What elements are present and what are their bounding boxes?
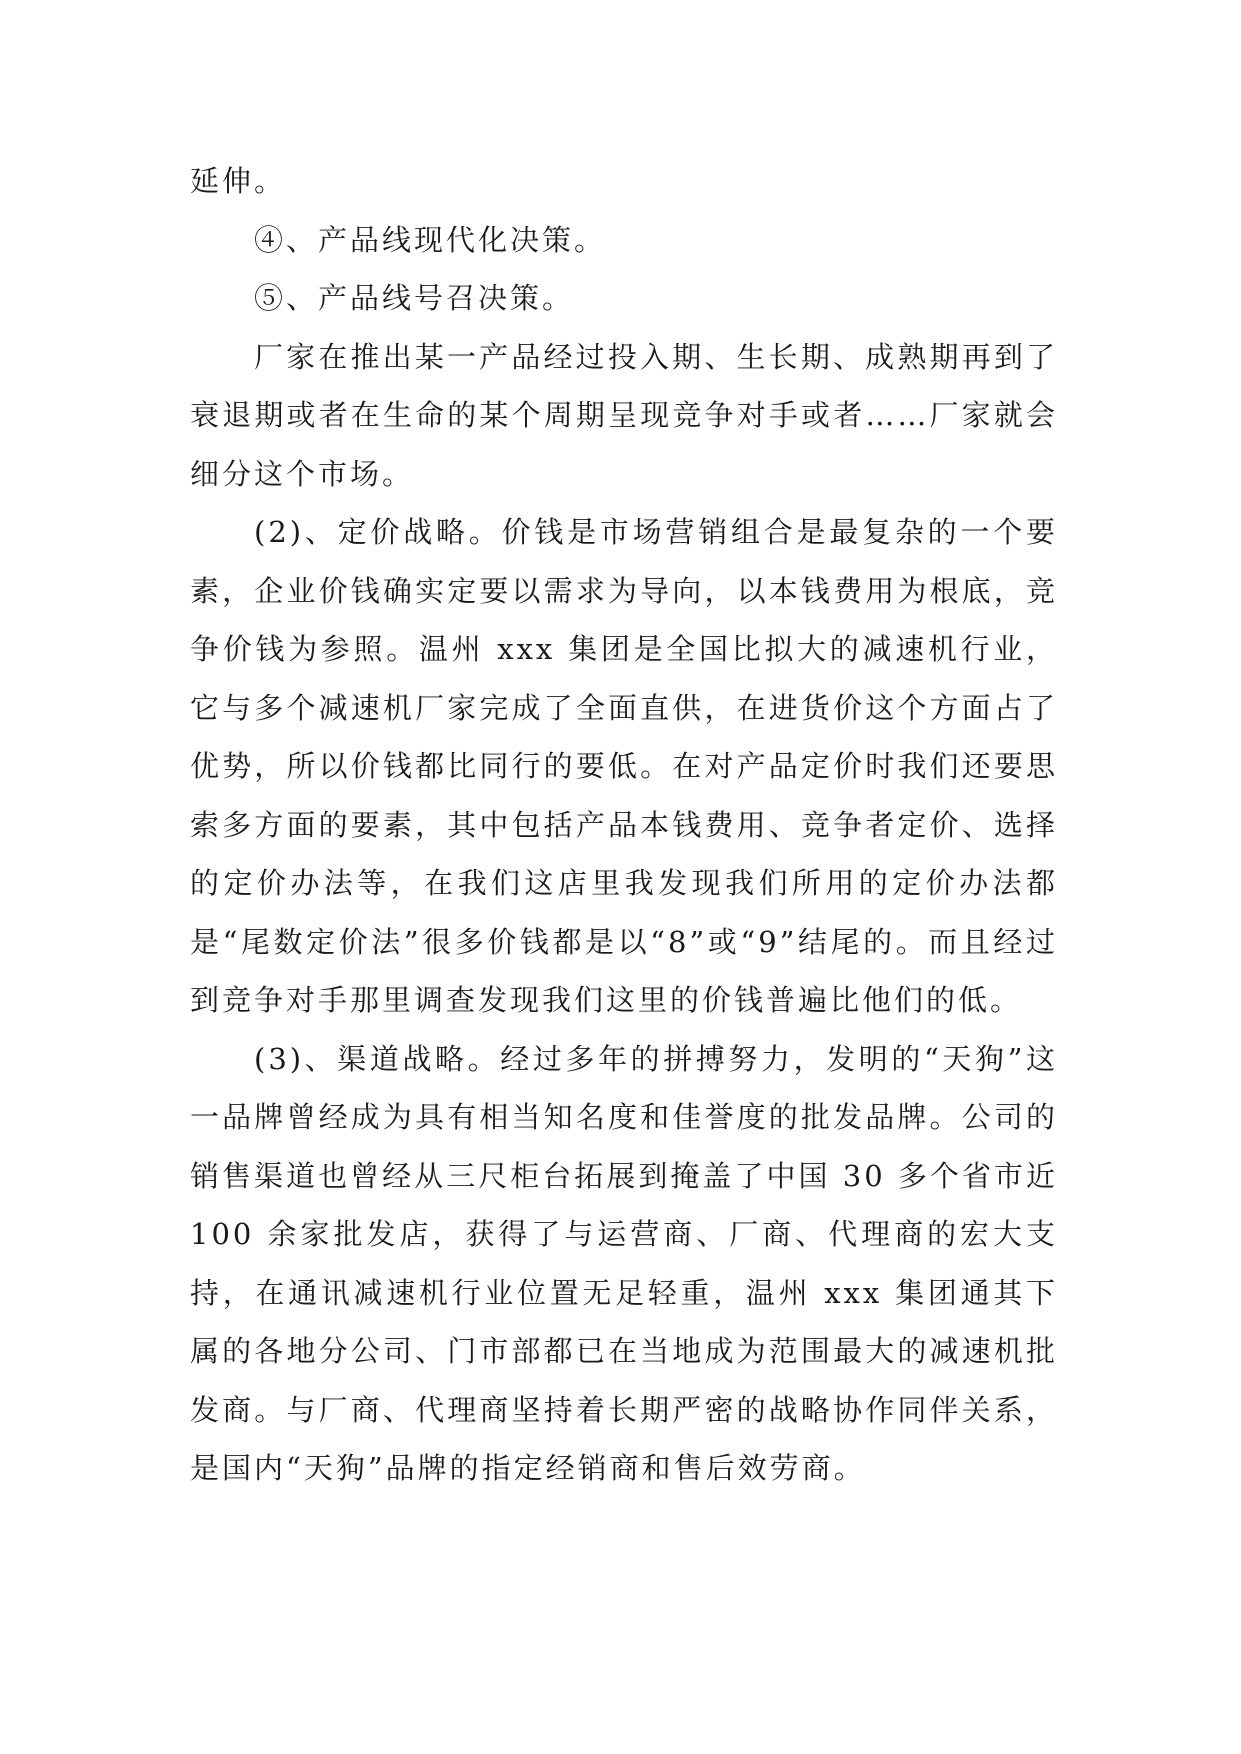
- paragraph-pricing-strategy: (2)、定价战略。价钱是市场营销组合是最复杂的一个要素，企业价钱确实定要以需求为导向，以本钱费用为根底，竞争价钱为参照。温州 xxx 集团是全国比拟大的减速机行业，它与多个减速机厂家完成了全面直供，在进货价这个方面占了优势，所以价钱都比同行的要低。在对产品定价时我们还要思索多方面的要素，其中包括产品本钱费用、竞争者定价、选择的定价办法等，在我们这店里我发现我们所用的定价办法都是“尾数定价法”很多价钱都是以“8”或“9”结尾的。而且经过到竞争对手那里调查发现我们这里的价钱普遍比他们的低。: [190, 515, 1058, 1017]
- paragraph-item-5: ⑤、产品线号召决策。: [254, 281, 575, 315]
- document-body: [190, 152, 1058, 1498]
- paragraph-market-segmentation: 厂家在推出某一产品经过投入期、生长期、成熟期再到了衰退期或者在生命的某个周期呈现竞争对手或者……厂家就会细分这个市场。: [190, 339, 1058, 491]
- paragraph-item-4: ④、产品线现代化决策。: [254, 222, 607, 257]
- paragraph-continuation: 延伸。: [190, 164, 287, 198]
- paragraph-channel-strategy: (3)、渠道战略。经过多年的拼搏努力，发明的“天狗”这一品牌曾经成为具有相当知名度和佳誉度的批发品牌。公司的销售渠道也曾经从三尺柜台拓展到掩盖了中国 30 多个省市近 100 余家批发店，获得了与运营商、厂商、代理商的宏大支持，在通讯减速机行业位置无足轻重，温州 xxx 集团通其下属的各地分公司、门市部都已在当地成为范围最大的减速机批发商。与厂商、代理商坚持着长期严密的战略协作同伴关系，是国内“天狗”品牌的指定经销商和售后效劳商。: [190, 1041, 1058, 1485]
